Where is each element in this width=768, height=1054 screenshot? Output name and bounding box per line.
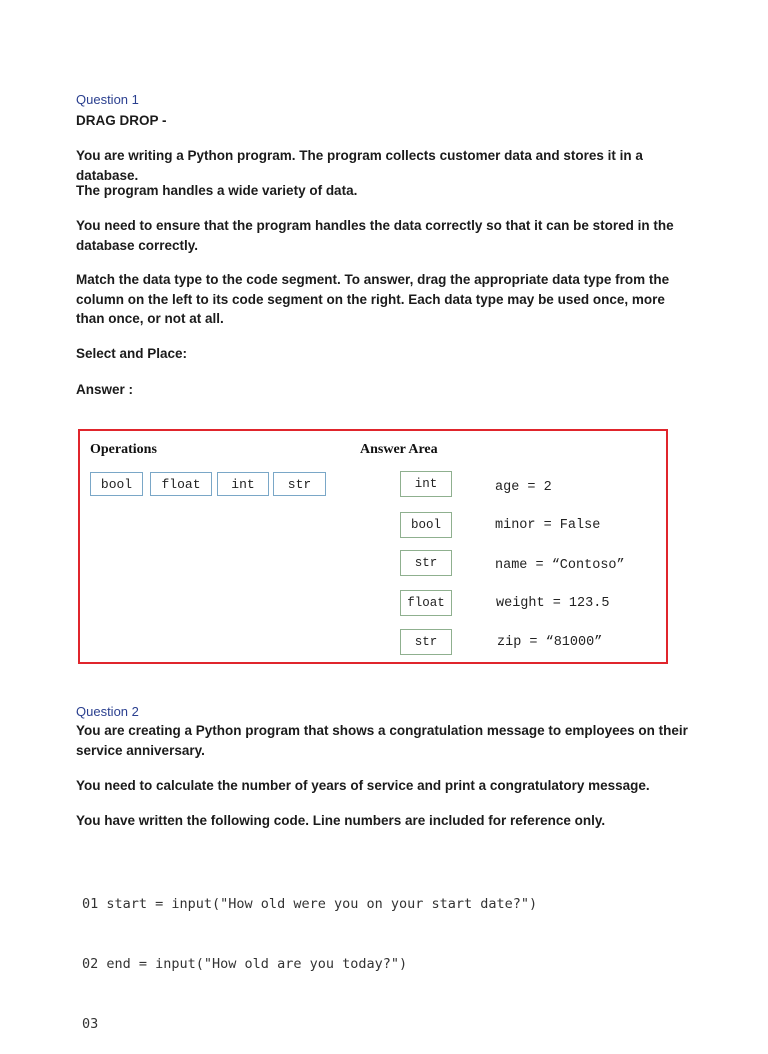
operation-tile-float[interactable]: float [150, 472, 212, 496]
code-line: 01 start = input("How old were you on your start date?") [82, 896, 538, 912]
operations-heading: Operations [90, 442, 157, 457]
question-1-type: DRAG DROP - [76, 113, 167, 128]
question-1-paragraph: You are writing a Python program. The program collects customer data and stores it in a database. [76, 148, 643, 183]
answer-slot[interactable]: str [400, 550, 452, 576]
question-1-paragraph: You need to ensure that the program handles the data correctly so that it can be stored in the database correctly. [76, 218, 674, 253]
code-listing [82, 854, 537, 1054]
answer-slot[interactable]: bool [400, 512, 452, 538]
operation-tile-int[interactable]: int [217, 472, 269, 496]
question-1-instructions: Match the data type to the code segment. To answer, drag the appropriate data type from the column on the left to its code segment on the right. Each data type may be used once, more than once, or not at all. [76, 272, 670, 326]
select-and-place-label: Select and Place: [76, 346, 188, 361]
code-segment: age = 2 [495, 480, 552, 495]
answer-slot[interactable]: int [400, 471, 452, 497]
code-segment: minor = False [495, 518, 601, 533]
answer-area-heading: Answer Area [360, 442, 438, 457]
code-segment: weight = 123.5 [496, 596, 610, 611]
question-2-paragraph: You need to calculate the number of years of service and print a congratulatory message. [76, 778, 650, 793]
answer-slot[interactable]: str [400, 629, 452, 655]
code-line: 03 [82, 1016, 99, 1032]
code-line: 02 end = input("How old are you today?") [82, 956, 408, 972]
question-2-label: Question 2 [76, 704, 139, 719]
code-segment: name = “Contoso” [495, 558, 625, 573]
answer-label: Answer : [76, 382, 134, 397]
operation-tile-bool[interactable]: bool [90, 472, 143, 496]
question-1-paragraph: The program handles a wide variety of data. [76, 183, 358, 198]
question-2-paragraph: You are creating a Python program that shows a congratulation message to employees on their service anniversary. [76, 723, 688, 758]
question-1-label: Question 1 [76, 92, 139, 107]
answer-slot[interactable]: float [400, 590, 452, 616]
answer-figure [78, 429, 668, 664]
operation-tile-str[interactable]: str [273, 472, 326, 496]
question-2-paragraph: You have written the following code. Line numbers are included for reference only. [76, 813, 606, 828]
code-segment: zip = “81000” [497, 635, 603, 650]
